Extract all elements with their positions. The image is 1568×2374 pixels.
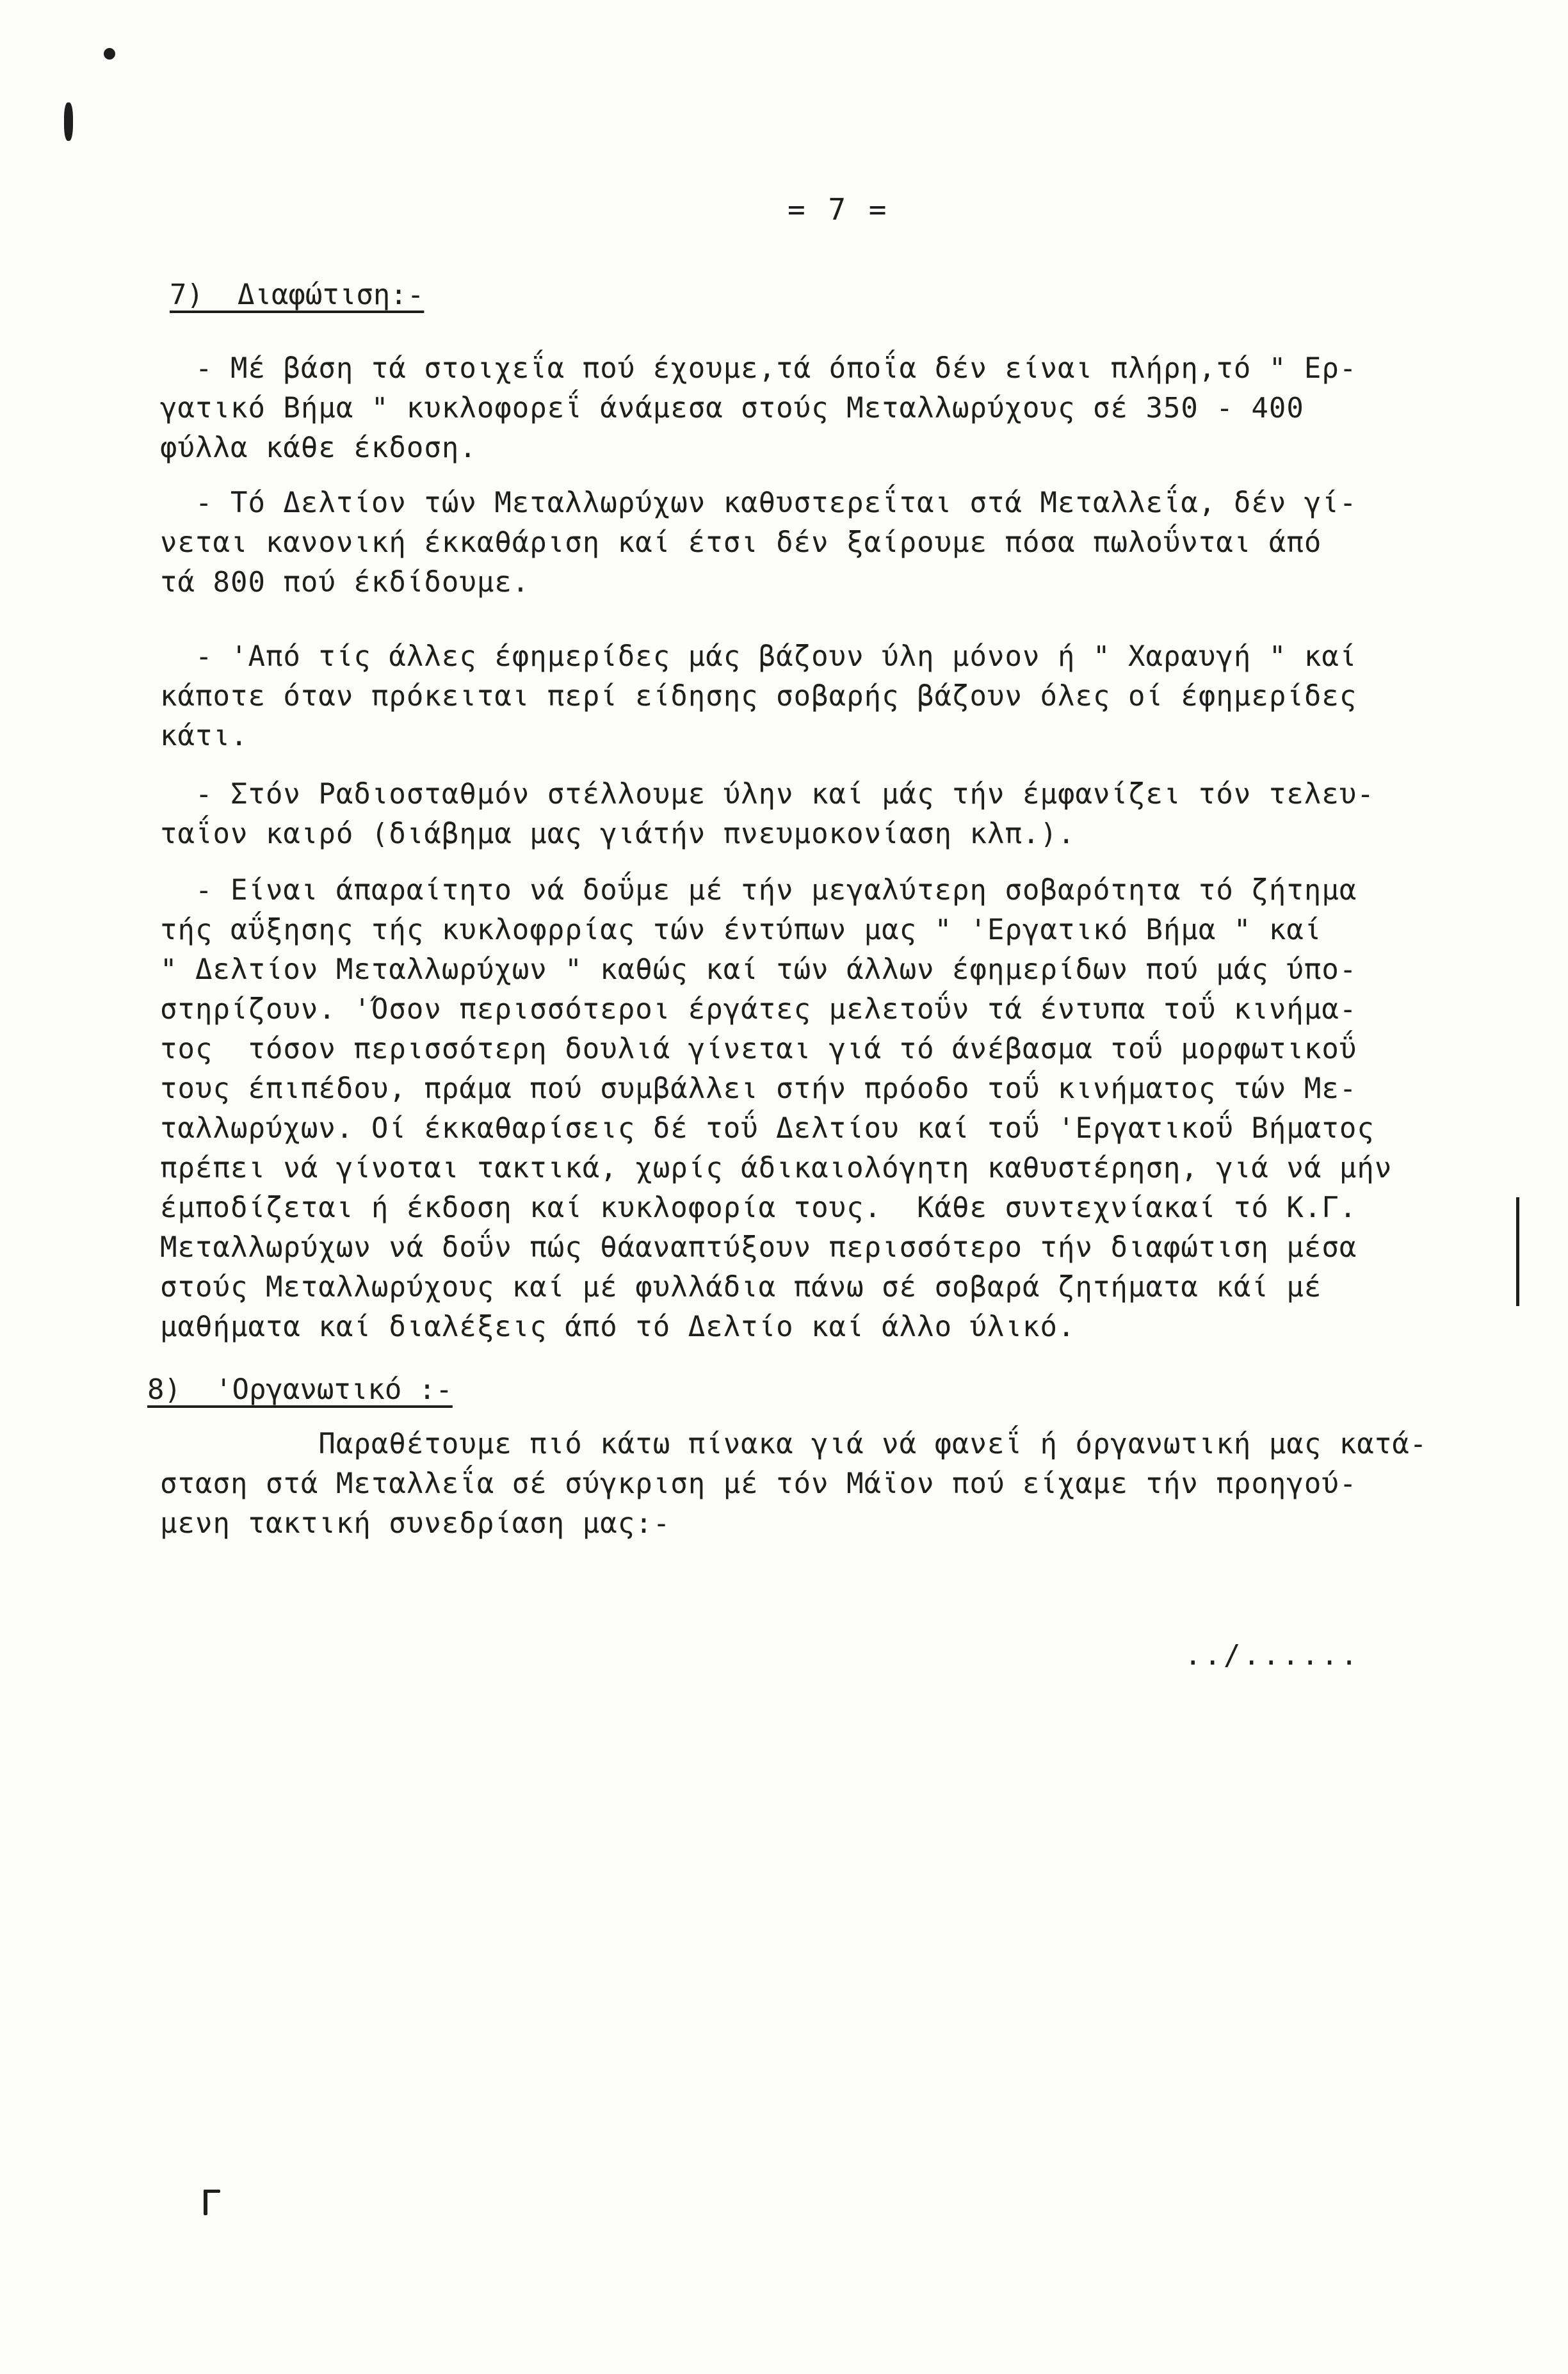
paragraph-deltion-delay: - Τό Δελτίον τών Μεταλλωρύχων καθυστερεΐται στά Μεταλλεΐα, δέν γί- νεται κανονική έκκαθάριση καί έτσι δέν ξαίρουμε πόσα πωλοΰνται άπό τά 800 πού έκδίδουμε. <box>160 487 1357 599</box>
margin-marker-line <box>1516 1197 1519 1306</box>
ink-speck-mark <box>104 48 115 60</box>
paragraph-vima-circulation: - Μέ βάση τά στοιχεΐα πού έχουμε,τά όποΐα δέν είναι πλήρη,τό " Ερ- γατικό Βήμα " κυκλοφορεΐ άνάμεσα στούς Μεταλλωρύχους σέ 350 - 400 φύλλα κάθε έκδοση. <box>160 352 1357 464</box>
pencil-tick-mark <box>204 2190 207 2215</box>
section-heading-diafotisi: 7) Διαφώτιση:- <box>170 279 424 311</box>
paragraph-radio-station: - Στόν Ραδιοσταθμόν στέλλουμε ύλην καί μάς τήν έμφανίζει τόν τελευ- ταΐον καιρό (διάβημα μας γιάτήν πνευμοκονίαση κλπ.). <box>160 778 1375 850</box>
continuation-mark: ../...... <box>1184 1639 1361 1672</box>
section-heading-organotiko: 8) 'Οργανωτικό :- <box>147 1373 453 1406</box>
paragraph-organisational-table-intro: Παραθέτουμε πιό κάτω πίνακα γιά νά φανεΐ ή όργανωτική μας κατά- σταση στά Μεταλλεΐα σέ σύγκριση μέ τόν Μάϊον πού είχαμε τήν προηγού- μενη τακτική συνεδρίαση μας:- <box>160 1428 1428 1540</box>
paragraph-other-newspapers: - 'Από τίς άλλες έφημερίδες μάς βάζουν ύλη μόνον ή " Χαραυγή " καί κάποτε όταν πρόκειται περί είδησης σοβαρής βάζουν όλες οί έφημερίδες κάτι. <box>160 640 1357 752</box>
ink-blot-mark <box>64 102 73 141</box>
page-number: = 7 = <box>788 192 889 227</box>
pencil-tick-mark-top <box>204 2190 220 2193</box>
paragraph-circulation-increase: - Είναι άπαραίτητο νά δοΰμε μέ τήν μεγαλύτερη σοβαρότητα τό ζήτημα τής αΰξησης τής κυκλοφρρίας τών έντύπων μας " 'Εργατικό Βήμα " καί " Δελτίον Μεταλλωρύχων " καθώς καί τών άλλων έφημερίδων πού μάς ύπο- στηρίζουν. 'Όσον περισσότεροι έργάτες μελετοΰν τά έντυπα τοΰ κινήμα- τος τόσον περισσότερη δουλιά γίνεται γιά τό άνέβασμα τοΰ μορφωτικοΰ τους έπιπέδου, πράμα πού συμβάλλει στήν πρόοδο τοΰ κινήματος τών Με- ταλλωρύχων. Οί έκκαθαρίσεις δέ τοΰ Δελτίου καί τοΰ 'Εργατικοΰ Βήματος πρέπει νά γίνοται τακτικά, χωρίς άδικαιολόγητη καθυστέρηση, γιά νά μήν έμποδίζεται ή έκδοση καί κυκλοφορία τους. Κάθε συντεχνίακαί τό Κ.Γ. Μεταλλωρύχων νά δοΰν πώς θάαναπτύξουν περισσότερο τήν διαφώτιση μέσα στούς Μεταλλωρύχους καί μέ φυλλάδια πάνω σέ σοβαρά ζητήματα κάί μέ μαθήματα καί διαλέξεις άπό τό Δελτίο καί άλλο ύλικό. <box>160 874 1393 1343</box>
